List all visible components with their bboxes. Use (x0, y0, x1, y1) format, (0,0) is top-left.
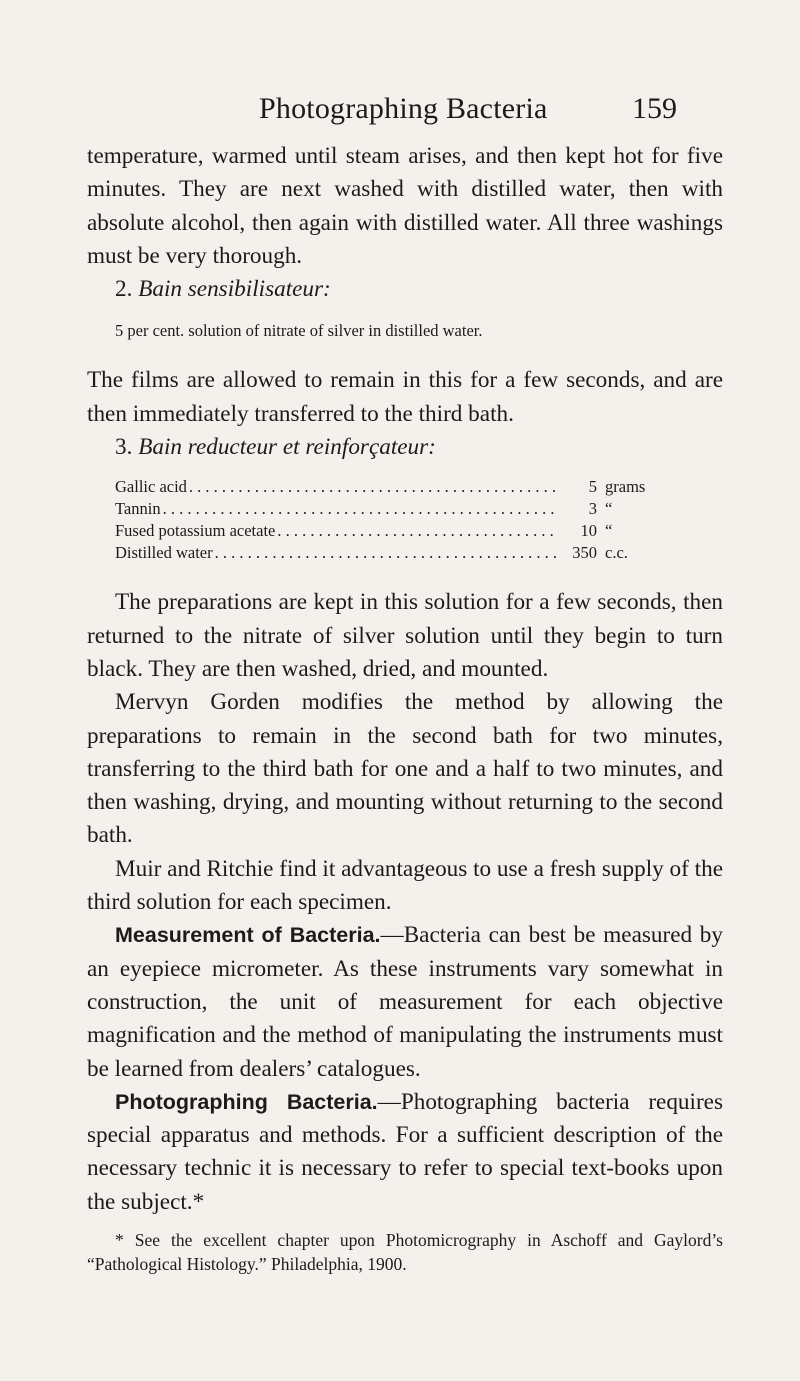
photographing-text: —Photographing bacteria requires special apparatus and methods. For a sufficient description of the necessary technic it is necessary to refer to special text-books upon the subject.* (87, 1088, 723, 1215)
ingredient-name: Distilled water (115, 543, 213, 563)
section-heading-photographing: Photographing Bacteria. (115, 1089, 378, 1114)
paragraph-measurement (87, 919, 723, 1085)
section-heading-measurement: Measurement of Bacteria. (115, 923, 381, 948)
ingredient-qty: 10 (580, 521, 597, 541)
leader-dots (189, 476, 559, 498)
body-text (87, 140, 723, 1276)
ingredient-name: Fused potassium acetate (115, 521, 276, 541)
page-header (0, 92, 800, 132)
step-2-number: 2. (115, 276, 133, 303)
ingredient-name: Gallic acid (115, 477, 187, 497)
paragraph-photographing (87, 1086, 723, 1219)
step-2-title: Bain sensibilisateur: (138, 276, 331, 303)
ingredient-qty: 3 (588, 499, 597, 519)
leader-dots (215, 542, 559, 564)
recipe-row (115, 498, 675, 520)
footnote: * See the excellent chapter upon Photomicrography in Aschoff and Gaylord’s “Pathological Histology.” Philadelphia, 1900. (87, 1230, 723, 1274)
step-3-heading (87, 431, 723, 464)
paragraph-muir-ritchie: Muir and Ritchie find it advantageous to use a fresh supply of the third solution for each specimen. (87, 855, 723, 916)
step-3-number: 3. (115, 434, 133, 461)
measurement-text: —Bacteria can best be measured by an eyepiece micrometer. As these instruments vary somewhat in construction, the unit of measurement for each objective magnification and the method of manipulating the instruments must be learned from dealers’ catalogues. (87, 922, 723, 1082)
ingredient-unit: “ (605, 499, 613, 519)
paragraph-films: The films are allowed to remain in this for a few seconds, and are then immediately transferred to the third bath. (87, 367, 723, 427)
ingredient-unit: grams (605, 477, 646, 497)
page-number: 159 (632, 92, 677, 125)
silver-nitrate-solution: 5 per cent. solution of nitrate of silver in distilled water. (115, 321, 483, 341)
step-2-heading (87, 273, 723, 306)
leader-dots (277, 520, 559, 542)
recipe-row (115, 520, 675, 542)
recipe-row (115, 476, 675, 498)
paragraph-preparations: The preparations are kept in this solution for a few seconds, then returned to the nitrate of silver solution until they begin to turn black. They are then washed, dried, and mounted. (87, 589, 723, 682)
step-3-title: Bain reducteur et reinforçateur: (138, 434, 436, 461)
running-head: Photographing Bacteria (259, 92, 548, 125)
paragraph-gorden: Mervyn Gorden modifies the method by allowing the preparations to remain in the second bath for two minutes, transferring to the third bath for one and a half to two minutes, and then washing, drying, and mounting without returning to the second bath. (87, 689, 723, 849)
ingredient-unit: “ (605, 521, 613, 541)
paragraph-washing: temperature, warmed until steam arises, and then kept hot for five minutes. They are next washed with distilled water, then with absolute alcohol, then again with distilled water. All three washings must be very thorough. (87, 143, 723, 269)
ingredient-name: Tannin (115, 499, 161, 519)
leader-dots (163, 498, 559, 520)
ingredient-qty: 350 (572, 543, 597, 563)
recipe-table (115, 476, 675, 564)
recipe-row (115, 542, 675, 564)
ingredient-qty: 5 (588, 477, 597, 497)
ingredient-unit: c.c. (605, 543, 628, 563)
